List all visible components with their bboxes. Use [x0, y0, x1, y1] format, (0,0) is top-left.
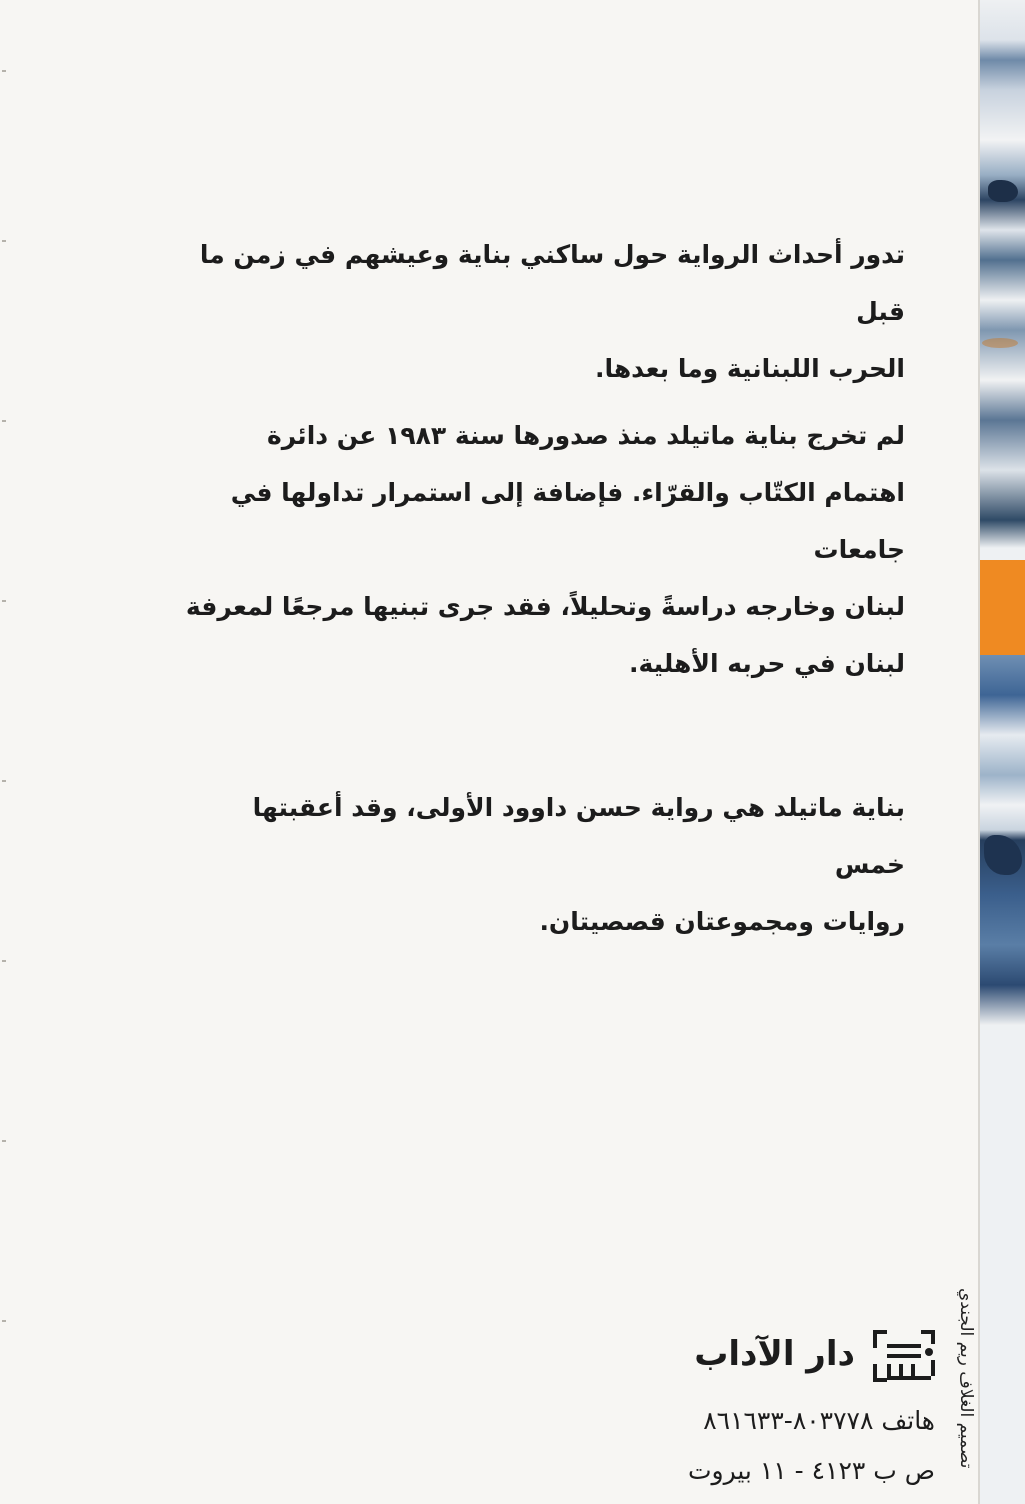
cover-designer-credit: تصميم الغلاف ريم الجندي: [956, 1288, 976, 1469]
blurb-line: بناية ماتيلد هي رواية حسن داوود الأولى، وقد أعقبتها خمس: [252, 793, 905, 879]
blurb-line: لبنان في حربه الأهلية.: [628, 649, 905, 678]
orange-band: [980, 560, 1025, 655]
blurb-line: روايات ومجموعتان قصصيتان.: [539, 907, 905, 936]
publisher-logo-icon: [873, 1330, 935, 1382]
blurb-line: لبنان وخارجه دراسةً وتحليلاً، فقد جرى تبنيها مرجعًا لمعرفة: [185, 592, 905, 621]
page-edge: [978, 0, 980, 1504]
blurb-line: لم تخرج بناية ماتيلد منذ صدورها سنة ١٩٨٣ عن دائرة: [267, 421, 905, 450]
publisher-phone: هاتف ٨٠٣٧٧٨-٨٦١٦٣٣: [703, 1406, 935, 1435]
edge-mark: [2, 420, 6, 422]
blurb-line: تدور أحداث الرواية حول ساكني بناية وعيشهم في زمن ما قبل: [199, 240, 905, 326]
paint-blot: [982, 338, 1018, 348]
paint-blot: [988, 180, 1018, 202]
paint-blot: [984, 835, 1022, 875]
cover-art-strip: [980, 0, 1025, 1504]
publisher-address: ص ب ٤١٢٣ - ١١ بيروت: [687, 1456, 935, 1485]
blurb-text: [180, 226, 905, 950]
edge-mark: [2, 1320, 6, 1322]
edge-mark: [2, 960, 6, 962]
blurb-line: اهتمام الكتّاب والقرّاء. فإضافة إلى استمرار تداولها في جامعات: [230, 478, 905, 564]
blue-paint-band: [980, 655, 1025, 1025]
edge-mark: [2, 780, 6, 782]
blurb-line: الحرب اللبنانية وما بعدها.: [594, 354, 905, 383]
edge-mark: [2, 1140, 6, 1142]
edge-mark: [2, 70, 6, 72]
edge-mark: [2, 240, 6, 242]
edge-mark: [2, 600, 6, 602]
publisher-name: دار الآداب: [694, 1334, 855, 1374]
